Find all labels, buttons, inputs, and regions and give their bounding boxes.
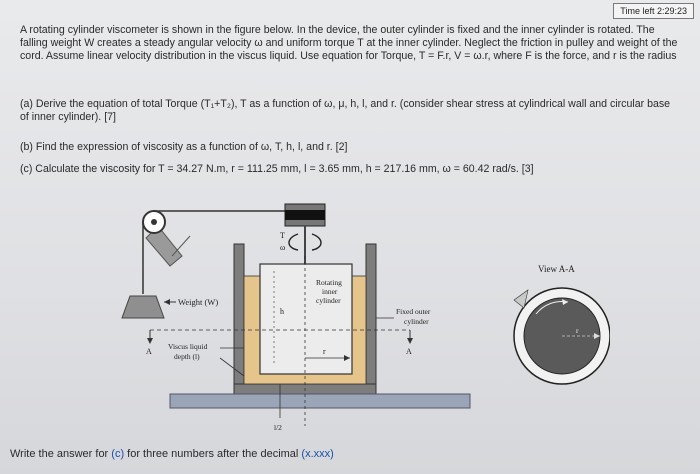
section-a-right: A [406,347,412,356]
height-label: h [280,307,284,316]
question-part-a: (a) Derive the equation of total Torque (T₁+T₂), T as a function of ω, μ, h, l, and r. (consider shear stress at cylindrical wall and circular base of inner cylinder). [7] [20,98,671,123]
fixed-outer-label-2: cylinder [404,317,429,326]
timer-badge: Time left 2:29:23 [613,3,694,19]
viscus-label-2: depth (l) [174,352,200,361]
viscus-label-1: Viscus liquid [168,342,208,351]
omega-label: ω [280,243,286,252]
section-a-left: A [146,347,152,356]
answer-prefix: Write the answer for [10,448,112,460]
question-part-c: (c) Calculate the viscosity for T = 34.27 N.m, r = 111.25 mm, l = 3.65 mm, h = 217.16 mm, ω = 60.42 rad/s. [3] [20,163,534,175]
view-aa-label: View A-A [538,264,575,274]
pulley-hatch [172,236,190,256]
question-intro: A rotating cylinder viscometer is shown in the figure below. In the device, the outer cylinder is fixed and the inner cylinder is rotated. The falling weight W creates a steady angular velocity ω and uniform torque T at the inner cylinder. Neglect the friction in pulley and weight of the cord. Assume linear velocity distribution in the viscus liquid. Use equation for Torque, T = F.r, V = ω.r, where F is the force, and r is the radius [20,24,678,62]
rotating-label-1: Rotating [316,278,342,287]
half-depth-label: l/2 [274,423,282,432]
radius-label: r [323,347,326,356]
rotating-label-2: inner [322,287,338,296]
rotation-arrow-icon [289,234,298,250]
outer-cylinder-left-wall [234,244,244,384]
fixed-outer-label-1: Fixed outer [396,307,431,316]
answer-highlight-c: (c) [111,448,125,460]
answer-middle: for three numbers after the decimal [124,448,302,460]
weight-block [122,296,164,318]
answer-instruction [10,448,334,460]
question-part-b: (b) Find the expression of viscosity as a function of ω, T, h, l, and r. [2] [20,141,348,153]
ground-base [170,394,470,408]
viscometer-figure [110,186,610,446]
rotating-label-3: cylinder [316,296,341,305]
answer-highlight-format: (x.xxx) [301,448,334,460]
weight-label: Weight (W) [178,297,219,307]
view-radius-label: r [576,326,579,335]
outer-cylinder-right-wall [366,244,376,384]
torque-label: T [280,231,285,240]
